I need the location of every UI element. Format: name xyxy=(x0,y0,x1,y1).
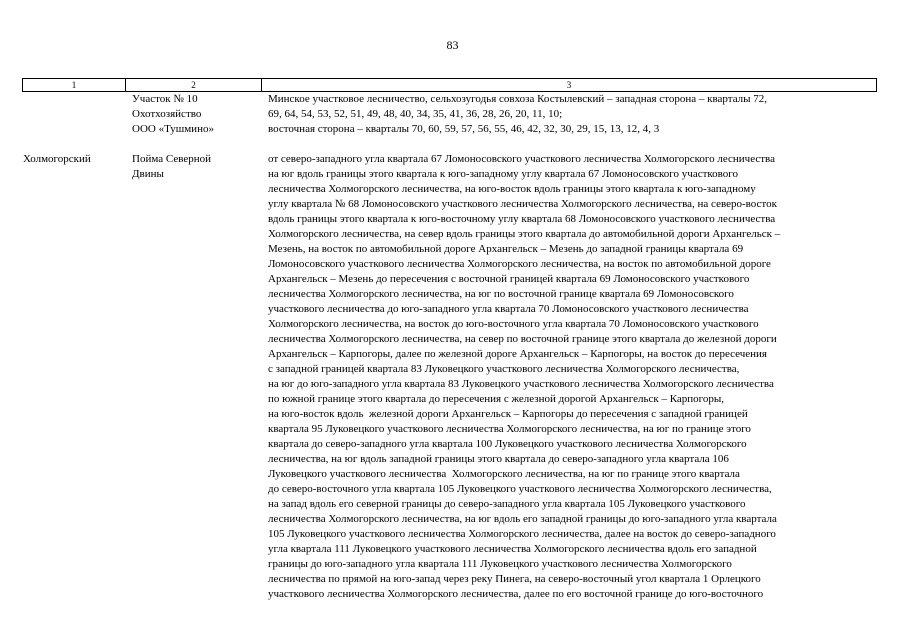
text-line: Архангельск – Мезень до пересечения с восточной границей квартала 69 Ломоносовского участкового xyxy=(268,273,750,285)
text-line: Архангельск – Карпогоры, далее по железной дороге Архангельск – Карпогоры, на восток до пересечения xyxy=(268,348,767,360)
text-line: Пойма Северной xyxy=(132,153,211,165)
text-line: границы до юго-западного угла квартала 111 Луковецкого участкового лесничества Холмогорского xyxy=(268,558,732,570)
text-line: на юг вдоль границы этого квартала к юго-западному углу квартала 67 Ломоносовского участкового xyxy=(268,168,739,180)
row2-district-name: Холмогорский xyxy=(23,153,91,165)
text-line: восточная сторона – кварталы 70, 60, 59, 57, 56, 55, 46, 42, 32, 30, 29, 15, 13, 12, 4, 3 xyxy=(268,123,660,135)
text-line: лесничества Холмогорского лесничества, на юго-восток вдоль границы этого квартала к юго-западному xyxy=(268,183,756,195)
text-line: Минское участковое лесничество, сельхозугодья совхоза Костылевский – западная сторона – кварталы 72, xyxy=(268,93,768,105)
text-line: 105 Луковецкого участкового лесничества Холмогорского лесничества, далее на восток до северо-западного xyxy=(268,528,776,540)
text-line: по южной границе этого квартала до пересечения с железной дорогой Архангельск – Карпогоры, xyxy=(268,393,725,405)
column-header-1: 1 xyxy=(23,79,126,91)
page-number: 83 xyxy=(446,38,459,52)
text-line: Холмогорского лесничества, на восток до юго-восточного угла квартала 70 Ломоносовского участкового xyxy=(268,318,759,330)
text-line: лесничества Холмогорского лесничества, на юг по восточной границе квартала 69 Ломоносовского xyxy=(268,288,734,300)
text-line: лесничества Холмогорского лесничества, на север по восточной границе этого квартала до железной дороги xyxy=(268,333,777,345)
text-line: Мезень, на восток по автомобильной дороге Архангельск – Мезень до западной границы квартала 69 xyxy=(268,243,744,255)
text-line: лесничества Холмогорского лесничества, на юг вдоль его западной границы до юго-западного угла квартала xyxy=(268,513,777,525)
row1-boundary-description xyxy=(268,92,767,137)
text-line: на запад вдоль его северной границы до северо-западного угла квартала 105 Луковецкого участкового xyxy=(268,498,746,510)
text-line: на юго-восток вдоль железной дороги Архангельск – Карпогоры до пересечения с западной границей xyxy=(268,408,748,420)
text-line: лесничества, на юг вдоль западной границы этого квартала до северо-западного угла квартала 106 xyxy=(268,453,729,465)
text-line: Двины xyxy=(132,168,164,180)
row1-area-name xyxy=(132,92,214,137)
text-line: 69, 64, 54, 53, 52, 51, 49, 48, 40, 34, 35, 41, 36, 28, 26, 20, 11, 10; xyxy=(268,108,563,120)
text-line: с западной границей квартала 83 Луковецкого участкового лесничества Холмогорского лесничества, xyxy=(268,363,740,375)
column-header-3: 3 xyxy=(566,80,572,90)
text-line: участкового лесничества до юго-западного угла квартала 70 Ломоносовского участкового лесничества xyxy=(268,303,749,315)
row2-area-name xyxy=(132,152,211,182)
text-line: Ломоносовского участкового лесничества Холмогорского лесничества, на восток по автомобильной дороге xyxy=(268,258,771,270)
text-line: квартала 95 Луковецкого участкового лесничества Холмогорского лесничества, на юг по границе этого xyxy=(268,423,751,435)
text-line: участкового лесничества Холмогорского лесничества, далее по его восточной границе до юго-восточного xyxy=(268,588,764,600)
text-line: Охотхозяйство xyxy=(132,108,202,120)
text-line: угла квартала 111 Луковецкого участкового лесничества Холмогорского лесничества вдоль его западной xyxy=(268,543,757,555)
text-line: лесничества по прямой на юго-запад через реку Пинега, на северо-восточный угол квартала 1 Орлецкого xyxy=(268,573,761,585)
text-line: вдоль границы этого квартала к юго-восточному углу квартала 68 Ломоносовского участкового лесничества xyxy=(268,213,776,225)
text-line: на юг до юго-западного угла квартала 83 Луковецкого участкового лесничества Холмогорского лесничества xyxy=(268,378,774,390)
text-line: от северо-западного угла квартала 67 Ломоносовского участкового лесничества Холмогорского лесничества xyxy=(268,153,775,165)
text-line: ООО «Тушмино» xyxy=(132,123,214,135)
text-line: квартала до северо-западного угла квартала 100 Луковецкого участкового лесничества Холмогорского xyxy=(268,438,747,450)
text-line: углу квартала № 68 Ломоносовского участкового лесничества Холмогорского лесничества, на северо-восток xyxy=(268,198,777,210)
text-line: Холмогорского лесничества, на север вдоль границы этого квартала до автомобильной дороги Архангельск – xyxy=(268,228,781,240)
text-line: до северо-восточного угла квартала 105 Луковецкого участкового лесничества Холмогорского лесничества, xyxy=(268,483,772,495)
row2-boundary-description xyxy=(268,152,780,602)
column-header-2: 2 xyxy=(126,79,262,91)
text-line: Участок № 10 xyxy=(132,93,198,105)
table-column-header-row xyxy=(22,78,877,92)
text-line: Луковецкого участкового лесничества Холмогорского лесничества, на юг по границе этого квартала xyxy=(268,468,740,480)
